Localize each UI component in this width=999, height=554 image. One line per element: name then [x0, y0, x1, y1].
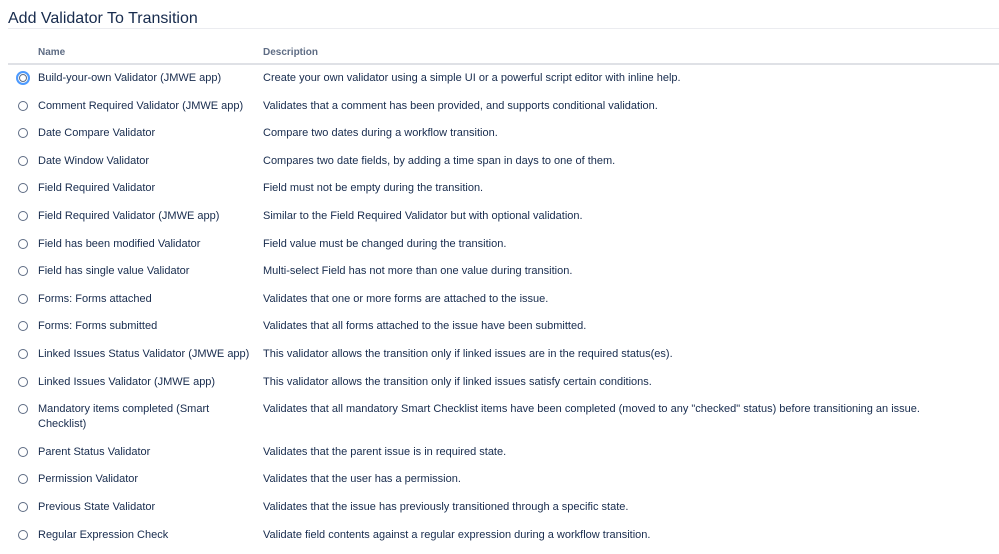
validator-name: Linked Issues Validator (JMWE app): [38, 375, 216, 388]
validator-radio[interactable]: [18, 321, 28, 331]
table-row[interactable]: [8, 313, 999, 341]
validator-radio[interactable]: [18, 474, 28, 484]
validator-radio[interactable]: [18, 266, 28, 276]
validator-radio[interactable]: [18, 239, 28, 249]
validator-radio[interactable]: [16, 71, 30, 85]
validator-description: Field value must be changed during the transition.: [263, 237, 507, 250]
validator-name: Date Compare Validator: [38, 127, 156, 140]
table-row[interactable]: [8, 341, 999, 369]
validator-radio[interactable]: [18, 156, 28, 166]
validator-description: This validator allows the transition only if linked issues satisfy certain conditions.: [263, 375, 652, 388]
column-header-name: Name: [38, 47, 66, 58]
validator-name: Parent Status Validator: [38, 445, 151, 458]
table-row[interactable]: [8, 203, 999, 231]
validator-name: Regular Expression Check: [38, 528, 169, 541]
validator-description: Multi-select Field has not more than one value during transition.: [263, 265, 573, 278]
validator-description: Validate field contents against a regular expression during a workflow transition.: [263, 528, 651, 541]
validator-description: Create your own validator using a simple UI or a powerful script editor with inline help.: [263, 72, 681, 84]
table-row[interactable]: [8, 466, 999, 494]
title-divider: [8, 28, 999, 29]
validator-radio[interactable]: [18, 349, 28, 359]
validator-name: Linked Issues Status Validator (JMWE app): [38, 347, 250, 360]
validator-radio[interactable]: [18, 183, 28, 193]
table-row[interactable]: [8, 286, 999, 314]
table-row[interactable]: [8, 93, 999, 121]
validator-name: Comment Required Validator (JMWE app): [38, 99, 244, 112]
table-body: [8, 65, 999, 549]
validator-description: Validates that the issue has previously transitioned through a specific state.: [263, 500, 629, 513]
table-row[interactable]: [8, 369, 999, 397]
validator-description: Validates that all mandatory Smart Checklist items have been completed (moved to any "checked" status) before transitioning an issue.: [263, 403, 920, 416]
table-row[interactable]: [8, 65, 999, 93]
validator-radio[interactable]: [18, 211, 28, 221]
validator-description: Validates that the user has a permission.: [263, 473, 461, 486]
validator-radio[interactable]: [18, 294, 28, 304]
validator-radio[interactable]: [18, 404, 28, 414]
table-row[interactable]: [8, 231, 999, 259]
validator-name: Forms: Forms submitted: [38, 320, 158, 333]
validator-radio[interactable]: [18, 101, 28, 111]
table-row[interactable]: [8, 258, 999, 286]
validator-name: Field Required Validator: [38, 182, 156, 195]
table-row[interactable]: [8, 120, 999, 148]
validator-radio[interactable]: [18, 530, 28, 540]
validator-description: Validates that one or more forms are attached to the issue.: [263, 292, 549, 305]
validator-name: Field Required Validator (JMWE app): [38, 209, 220, 222]
validator-name: Date Window Validator: [38, 154, 150, 167]
validator-name: Permission Validator: [38, 473, 139, 486]
table-row[interactable]: [8, 439, 999, 467]
page-title: Add Validator To Transition: [8, 10, 198, 27]
validator-radio[interactable]: [18, 128, 28, 138]
validator-table: [8, 43, 999, 549]
validator-name: Mandatory items completed (Smart Checklist): [38, 403, 210, 431]
validator-description: Compare two dates during a workflow transition.: [263, 127, 498, 140]
validator-name: Forms: Forms attached: [38, 292, 152, 305]
validator-radio[interactable]: [18, 502, 28, 512]
table-row[interactable]: [8, 175, 999, 203]
table-row[interactable]: [8, 494, 999, 522]
validator-description: Validates that a comment has been provided, and supports conditional validation.: [263, 99, 658, 112]
validator-description: Similar to the Field Required Validator but with optional validation.: [263, 209, 583, 222]
validator-radio[interactable]: [18, 447, 28, 457]
table-header: [8, 43, 999, 65]
table-row[interactable]: [8, 522, 999, 550]
validator-description: Validates that all forms attached to the issue have been submitted.: [263, 320, 587, 333]
validator-name: Field has single value Validator: [38, 265, 190, 278]
table-row[interactable]: [8, 396, 999, 439]
validator-name: Build-your-own Validator (JMWE app): [38, 72, 222, 84]
table-row[interactable]: [8, 148, 999, 176]
validator-description: This validator allows the transition only if linked issues are in the required status(es).: [263, 347, 673, 360]
validator-description: Field must not be empty during the transition.: [263, 182, 484, 195]
column-header-description: Description: [263, 47, 319, 58]
validator-radio[interactable]: [18, 377, 28, 387]
validator-description: Compares two date fields, by adding a time span in days to one of them.: [263, 154, 616, 167]
validator-description: Validates that the parent issue is in required state.: [263, 445, 507, 458]
validator-name: Previous State Validator: [38, 500, 156, 513]
validator-name: Field has been modified Validator: [38, 237, 201, 250]
